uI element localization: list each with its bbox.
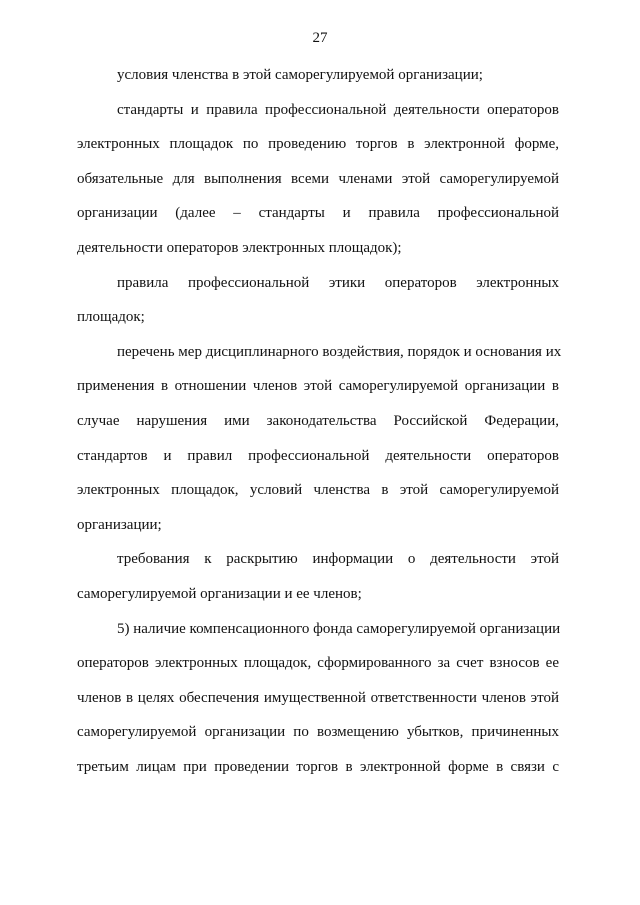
- text-line: обязательные для выполнения всеми членами этой саморегулируемой: [77, 170, 559, 187]
- text-line: применения в отношении членов этой саморегулируемой организации в: [77, 378, 559, 395]
- text-line: требования к раскрытию информации о деятельности этой: [117, 551, 559, 568]
- text-line: электронных площадок, условий членства в этой саморегулируемой: [77, 482, 559, 499]
- text-line: стандартов и правил профессиональной деятельности операторов: [77, 447, 559, 464]
- text-line: операторов электронных площадок, сформированного за счет взносов ее: [77, 655, 559, 672]
- text-line: площадок;: [77, 309, 145, 326]
- text-line: организации;: [77, 516, 162, 533]
- text-line: 5) наличие компенсационного фонда саморегулируемой организации: [117, 620, 561, 637]
- text-line: организации (далее – стандарты и правила профессиональной: [77, 205, 559, 222]
- text-line: электронных площадок по проведению торгов в электронной форме,: [77, 136, 559, 153]
- text-line: правила профессиональной этики операторов электронных: [117, 274, 559, 291]
- text-line: деятельности операторов электронных площадок);: [77, 239, 402, 256]
- text-line: членов в целях обеспечения имущественной ответственности членов этой: [77, 689, 559, 706]
- document-body: [77, 64, 562, 790]
- text-line: случае нарушения ими законодательства Российской Федерации,: [77, 412, 559, 429]
- text-line: условия членства в этой саморегулируемой организации;: [117, 67, 483, 83]
- page-number: 27: [312, 30, 328, 46]
- text-line: стандарты и правила профессиональной деятельности операторов: [117, 101, 559, 118]
- text-line: саморегулируемой организации и ее членов;: [77, 585, 362, 602]
- text-line: перечень мер дисциплинарного воздействия, порядок и основания их: [117, 343, 562, 360]
- text-line: саморегулируемой организации по возмещению убытков, причиненных: [77, 724, 559, 741]
- text-line: третьим лицам при проведении торгов в электронной форме в связи с: [77, 758, 559, 775]
